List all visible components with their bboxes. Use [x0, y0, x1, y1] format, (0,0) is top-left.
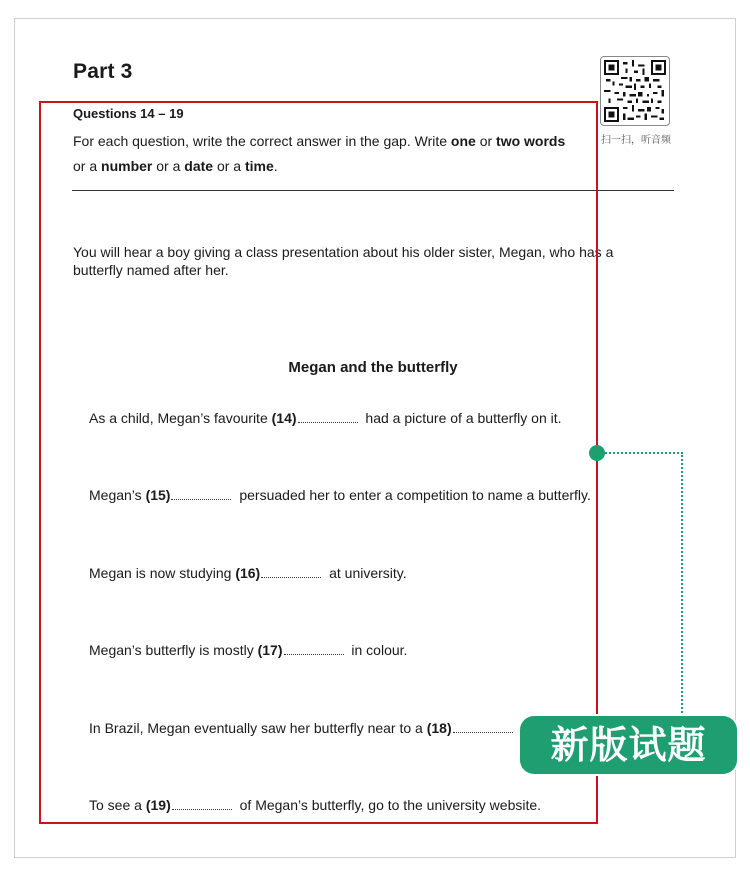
question-number: (18) [426, 720, 452, 736]
question-16 [89, 565, 407, 581]
question-19 [89, 797, 541, 813]
item-text: As a child, Megan’s favourite [89, 410, 272, 426]
instr-bold-number: number [101, 158, 153, 174]
item-text: had a picture of a butterfly on it. [361, 410, 562, 426]
instr-bold-two-words: two words [496, 133, 566, 149]
instructions [73, 129, 613, 179]
divider-rule [72, 190, 674, 191]
item-text: of Megan’s butterfly, go to the university website. [235, 797, 542, 813]
instructions-line-1 [73, 129, 613, 154]
notes-title: Megan and the butterfly [288, 359, 458, 376]
instr-text: or a [73, 158, 102, 174]
answer-gap-14[interactable] [298, 412, 358, 423]
item-text: at university. [325, 565, 407, 581]
question-number: (19) [145, 797, 171, 813]
question-17 [89, 642, 407, 658]
instr-bold-date: date [184, 158, 214, 174]
answer-gap-15[interactable] [171, 489, 231, 500]
instr-text: or [475, 133, 497, 149]
question-15 [89, 487, 591, 503]
question-number: (14) [271, 410, 297, 426]
answer-gap-19[interactable] [172, 799, 232, 810]
question-number: (17) [257, 642, 283, 658]
intro-text: You will hear a boy giving a class presentation about his older sister, Megan, who has a butterfly named after her. [73, 244, 614, 278]
instr-text: or a [213, 158, 245, 174]
item-text: persuaded her to enter a competition to name a butterfly. [235, 487, 591, 503]
questions-range: Questions 14 – 19 [73, 106, 184, 121]
item-text: In Brazil, Megan eventually saw her butterfly near to a [89, 720, 427, 736]
question-14 [89, 410, 562, 426]
question-18 [89, 720, 517, 736]
question-number: (15) [145, 487, 171, 503]
item-text: Megan’s [89, 487, 146, 503]
qr-code-icon[interactable] [600, 56, 670, 126]
connector-dot-icon [589, 445, 605, 461]
new-edition-badge: 新版试题 [520, 716, 737, 774]
instr-bold-one: one [450, 133, 476, 149]
dotted-connector [597, 452, 683, 720]
instr-text: or a [152, 158, 185, 174]
item-text: To see a [89, 797, 146, 813]
question-number: (16) [235, 565, 261, 581]
instr-text: . [273, 158, 278, 174]
item-text: Megan is now studying [89, 565, 236, 581]
answer-gap-17[interactable] [284, 644, 344, 655]
part-title: Part 3 [73, 60, 133, 83]
item-text: in colour. [347, 642, 408, 658]
answer-gap-16[interactable] [261, 567, 321, 578]
answer-gap-18[interactable] [453, 722, 513, 733]
instructions-line-2 [73, 154, 613, 179]
instr-text: For each question, write the correct answer in the gap. Write [73, 133, 451, 149]
instr-bold-time: time [244, 158, 274, 174]
item-text: Megan’s butterfly is mostly [89, 642, 258, 658]
qr-caption: 扫一扫，听音频 [601, 135, 671, 146]
